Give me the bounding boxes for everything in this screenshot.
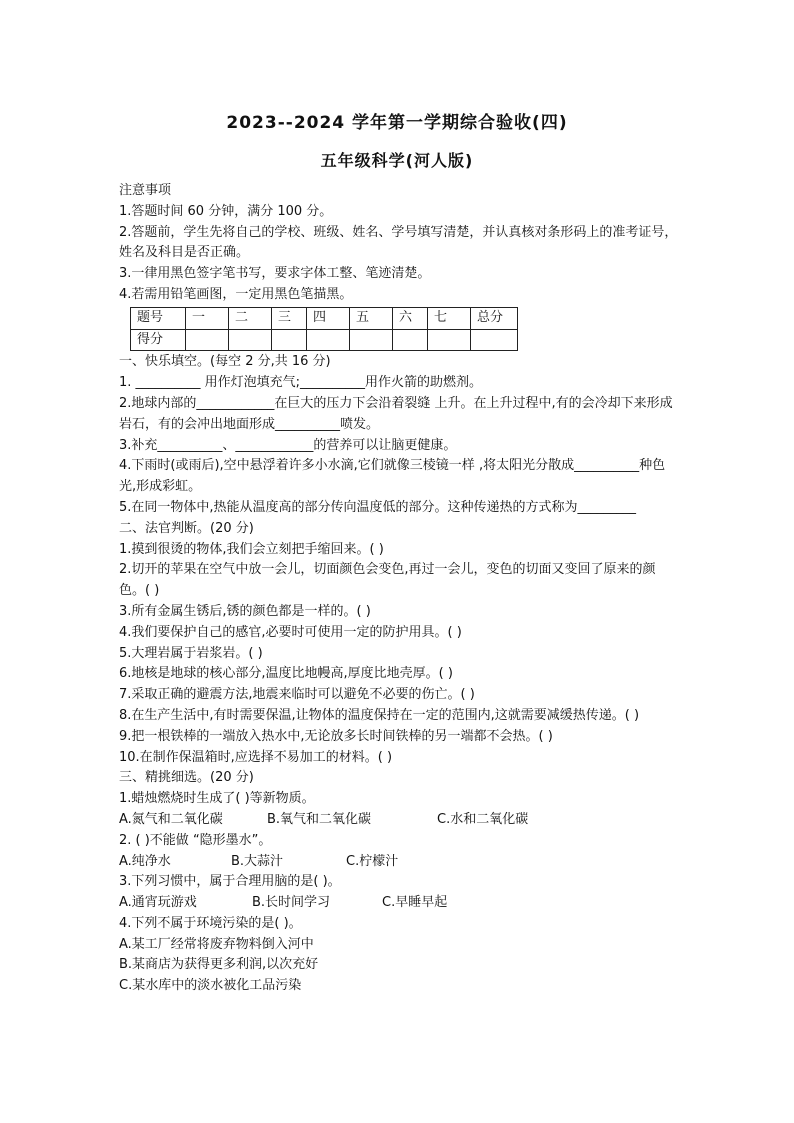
judge-item: 7.采取正确的避震方法,地震来临时可以避免不必要的伤亡。( ) [119, 687, 475, 703]
exam-content [119, 181, 679, 997]
judge-item: 10.在制作保温箱时,应选择不易加工的材料。( ) [119, 749, 393, 765]
score-input-cell[interactable] [350, 329, 393, 351]
choice-option[interactable]: C.早睡早起 [382, 895, 448, 911]
score-table-cell: 五 [350, 307, 393, 329]
choice-option[interactable]: B.某商店为获得更多利润,以次充好 [119, 957, 319, 973]
section1-heading: 一、快乐填空。(每空 2 分,共 16 分) [119, 354, 331, 370]
choice-question-stem: 3.下列习惯中，属于合理用脑的是( )。 [119, 874, 341, 890]
choice-option[interactable]: B.大蒜汁 [231, 853, 284, 869]
section3-heading: 三、精挑细选。(20 分) [119, 770, 254, 786]
judge-item: 2.切开的苹果在空气中放一会儿，切面颜色会变色,再过一会儿，变色的切面又变回了原来的颜色。( ) [119, 562, 656, 599]
choice-option[interactable]: C.柠檬汁 [346, 853, 399, 869]
choice-option[interactable]: A.某工厂经常将废弃物料倒入河中 [119, 936, 314, 952]
score-input-cell[interactable] [229, 329, 272, 351]
choice-question-stem: 4.下列不属于环境污染的是( )。 [119, 915, 302, 931]
choice-option[interactable]: B.长时间学习 [252, 895, 331, 911]
judge-item: 9.把一根铁棒的一端放入热水中,无论放多长时间铁棒的另一端都不会热。( ) [119, 728, 553, 744]
exam-subtitle: 五年级科学(河人版) [320, 151, 474, 170]
notes-heading: 注意事项 [119, 183, 172, 198]
choice-options [119, 893, 679, 914]
fill-blank-item: 4.下雨时(或雨后),空中悬浮着许多小水滴,它们就像三棱镜一样 ,将太阳光分散成__________种色光,形成彩虹。 [119, 458, 666, 495]
score-table-header-row [131, 307, 518, 329]
note-item: 2.答题前，学生先将自己的学校、班级、姓名、学号填写清楚，并认真核对条形码上的准考证号，姓名及科目是否正确。 [119, 224, 678, 261]
note-item: 1.答题时间 60 分钟，满分 100 分。 [119, 203, 333, 219]
fill-blank-item: 2.地球内部的____________在巨大的压力下会沿着裂缝 上升。在上升过程中,有的会冷却下来形成岩石，有的会冲出地面形成__________喷发。 [119, 395, 673, 432]
judge-item: 8.在生产生活中,有时需要保温,让物体的温度保持在一定的范围内,这就需要减缓热传递。( ) [119, 707, 640, 723]
score-input-cell[interactable] [272, 329, 307, 351]
choice-options [119, 810, 679, 831]
score-input-cell[interactable] [428, 329, 471, 351]
score-table [130, 307, 518, 352]
choice-question-stem: 1.蜡烛燃烧时生成了( )等新物质。 [119, 791, 315, 807]
score-table-cell: 六 [393, 307, 428, 329]
choice-option[interactable]: B.氧气和二氧化碳 [267, 811, 372, 827]
score-table-score-row [131, 329, 518, 351]
score-table-cell: 得分 [131, 329, 186, 351]
judge-item: 4.我们要保护自己的感官,必要时可使用一定的防护用具。( ) [119, 624, 462, 640]
choice-option[interactable]: C.水和二氧化碳 [437, 811, 529, 827]
fill-blank-item: 1. __________ 用作灯泡填充气;__________用作火箭的助燃剂。 [119, 375, 483, 391]
score-input-cell[interactable] [307, 329, 350, 351]
score-table-cell: 一 [186, 307, 229, 329]
note-item: 3.一律用黑色签字笔书写，要求字体工整、笔迹清楚。 [119, 266, 431, 282]
score-table-cell: 题号 [131, 307, 186, 329]
judge-item: 3.所有金属生锈后,锈的颜色都是一样的。( ) [119, 603, 371, 619]
score-table-cell: 总分 [471, 307, 518, 329]
score-input-cell[interactable] [471, 329, 518, 351]
judge-item: 5.大理岩属于岩浆岩。( ) [119, 645, 263, 661]
score-input-cell[interactable] [186, 329, 229, 351]
choice-option[interactable]: C.某水库中的淡水被化工品污染 [119, 978, 302, 994]
choice-option[interactable]: A.纯净水 [119, 853, 171, 869]
fill-blank-item: 5.在同一物体中,热能从温度高的部分传向温度低的部分。这种传递热的方式称为_________ [119, 499, 637, 515]
exam-title: 2023--2024 学年第一学期综合验收(四) [226, 113, 568, 133]
score-table-cell: 四 [307, 307, 350, 329]
score-input-cell[interactable] [393, 329, 428, 351]
score-table-cell: 三 [272, 307, 307, 329]
judge-item: 1.摸到很烫的物体,我们会立刻把手缩回来。( ) [119, 541, 384, 557]
choice-option[interactable]: A.通宵玩游戏 [119, 895, 197, 911]
section2-heading: 二、法官判断。(20 分) [119, 520, 254, 536]
score-table-cell: 七 [428, 307, 471, 329]
choice-option[interactable]: A.氮气和二氧化碳 [119, 811, 223, 827]
score-table-cell: 二 [229, 307, 272, 329]
fill-blank-item: 3.补充__________、____________的营养可以让脑更健康。 [119, 437, 457, 453]
choice-options [119, 852, 679, 873]
note-item: 4.若需用铅笔画图，一定用黑色笔描黑。 [119, 286, 353, 302]
judge-item: 6.地核是地球的核心部分,温度比地幔高,厚度比地壳厚。( ) [119, 666, 453, 682]
choice-question-stem: 2. ( )不能做 “隐形墨水”。 [119, 832, 272, 848]
